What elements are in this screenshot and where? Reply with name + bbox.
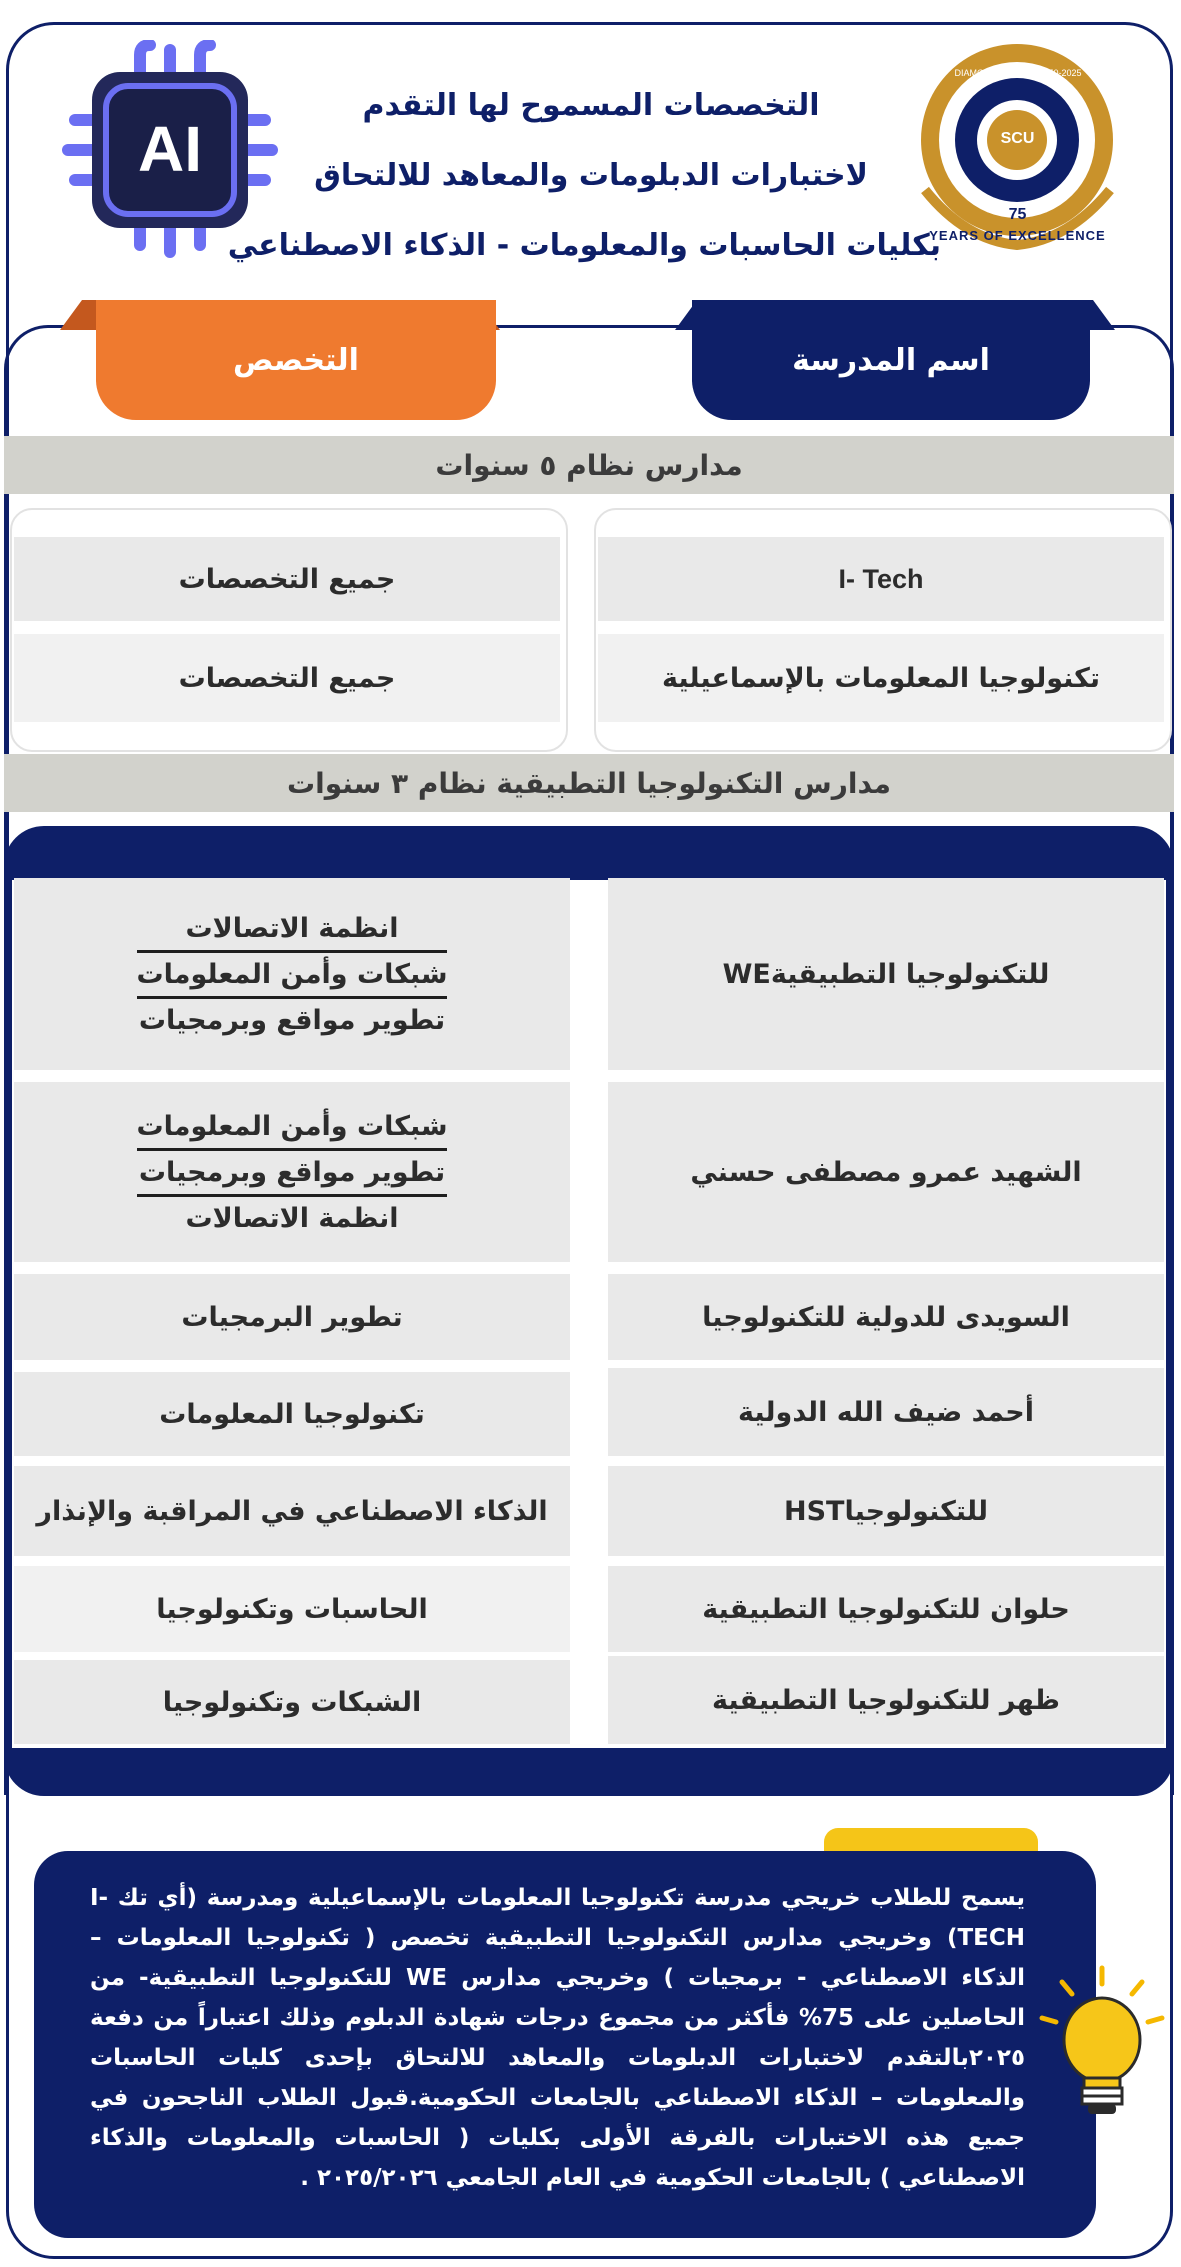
header-school: اسم المدرسة xyxy=(692,300,1090,420)
seal-ring-text: DIAMOND JUBILEE 1950-2025 xyxy=(954,68,1082,78)
seal-icon xyxy=(905,40,1130,255)
title-line-2: لاختبارات الدبلومات والمعاهد للالتحاق xyxy=(314,158,868,193)
section2-row1-specialties xyxy=(14,878,570,1070)
section1-row2-specialty: جميع التخصصات xyxy=(14,634,560,722)
seal-banner-text: YEARS OF EXCELLENCE xyxy=(929,228,1106,243)
ai-label: AI xyxy=(138,113,202,185)
specialty-item: شبكات وأمن المعلومات xyxy=(136,958,448,990)
section2-row5-specialty: الذكاء الاصطناعي في المراقبة والإنذار xyxy=(14,1466,570,1556)
section2-band: مدارس التكنولوجيا التطبيقية نظام ٣ سنوات xyxy=(4,754,1174,812)
section2-row7-school: ظهر للتكنولوجيا التطبيقية xyxy=(608,1656,1164,1744)
section1-row1-school: I- Tech xyxy=(598,537,1164,621)
section2-row6-specialty: الحاسبات وتكنولوجيا xyxy=(14,1566,570,1652)
section1-row2-school: تكنولوجيا المعلومات بالإسماعيلية xyxy=(598,634,1164,722)
seal-number: 75 xyxy=(1008,206,1027,223)
title-line-3: بكليات الحاسبات والمعلومات - الذكاء الاصطناعي xyxy=(227,228,941,263)
section2-row1-school: للتكنولوجيا التطبيقيةWE xyxy=(608,878,1164,1070)
specialty-item: انظمة الاتصالات xyxy=(185,1202,399,1234)
header-specialty: التخصص xyxy=(96,300,496,420)
section2-top-bar xyxy=(4,826,1174,880)
section2-row5-school: للتكنولوجياHST xyxy=(608,1466,1164,1556)
section2-row3-specialty: تطوير البرمجيات xyxy=(14,1274,570,1360)
section2-row4-specialty: تكنولوجيا المعلومات xyxy=(14,1372,570,1456)
specialty-item: شبكات وأمن المعلومات xyxy=(136,1110,448,1142)
section2-row4-school: أحمد ضيف الله الدولية xyxy=(608,1368,1164,1456)
ai-chip-icon xyxy=(60,40,280,260)
note-text: يسمح للطلاب خريجي مدرسة تكنولوجيا المعلومات بالإسماعيلية ومدرسة (أي تك I-TECH) وخريجي مدارس التكنولوجيا التطبيقية تخصص ( تكنولوجيا المعلومات – الذكاء الاصطناعي - برمجيات ) وخريجي مدارس WE للتكنولوجيا التطبيقية- من الحاصلين على 75% فأكثر من مجموع درجات شهادة الدبلوم وذلك اعتباراً من دفعة ٢٠٢٥بالتقدم لاختبارات الدبلومات والمعاهد للالتحاق بإحدى كليات الحاسبات والمعلومات – الذكاء الاصطناعي بالجامعات الحكومية.قبول الطلاب الناجحون في جميع هذه الاختبارات بالفرقة الأولى بكليات ( الحاسبات والمعلومات والذكاء الاصطناعي ) بالجامعات الحكومية في العام الجامعي ٢٠٢٥/٢٠٢٦ . xyxy=(90,1885,1025,2191)
section2-row6-school: حلوان للتكنولوجيا التطبيقية xyxy=(608,1566,1164,1652)
seal-center-text: SCU xyxy=(1000,130,1035,147)
specialty-item: تطوير مواقع وبرمجيات xyxy=(138,1156,446,1188)
title-line-1: التخصصات المسموح لها التقدم xyxy=(362,88,820,123)
section2-row3-school: السويدى للدولية للتكنولوجيا xyxy=(608,1274,1164,1360)
section1-row1-specialty: جميع التخصصات xyxy=(14,537,560,621)
section2-side-right xyxy=(1166,870,1174,1750)
section1-band: مدارس نظام ٥ سنوات xyxy=(4,436,1174,494)
section2-row7-specialty: الشبكات وتكنولوجيا xyxy=(14,1660,570,1744)
section2-side-left xyxy=(4,870,12,1750)
section2-row2-specialties xyxy=(14,1082,570,1262)
specialty-item: انظمة الاتصالات xyxy=(185,912,399,944)
section2-bottom-bar xyxy=(4,1748,1174,1796)
specialty-item: تطوير مواقع وبرمجيات xyxy=(138,1004,446,1036)
lightbulb-icon xyxy=(1032,1960,1172,2140)
section2-row2-school: الشهيد عمرو مصطفى حسني xyxy=(608,1082,1164,1262)
